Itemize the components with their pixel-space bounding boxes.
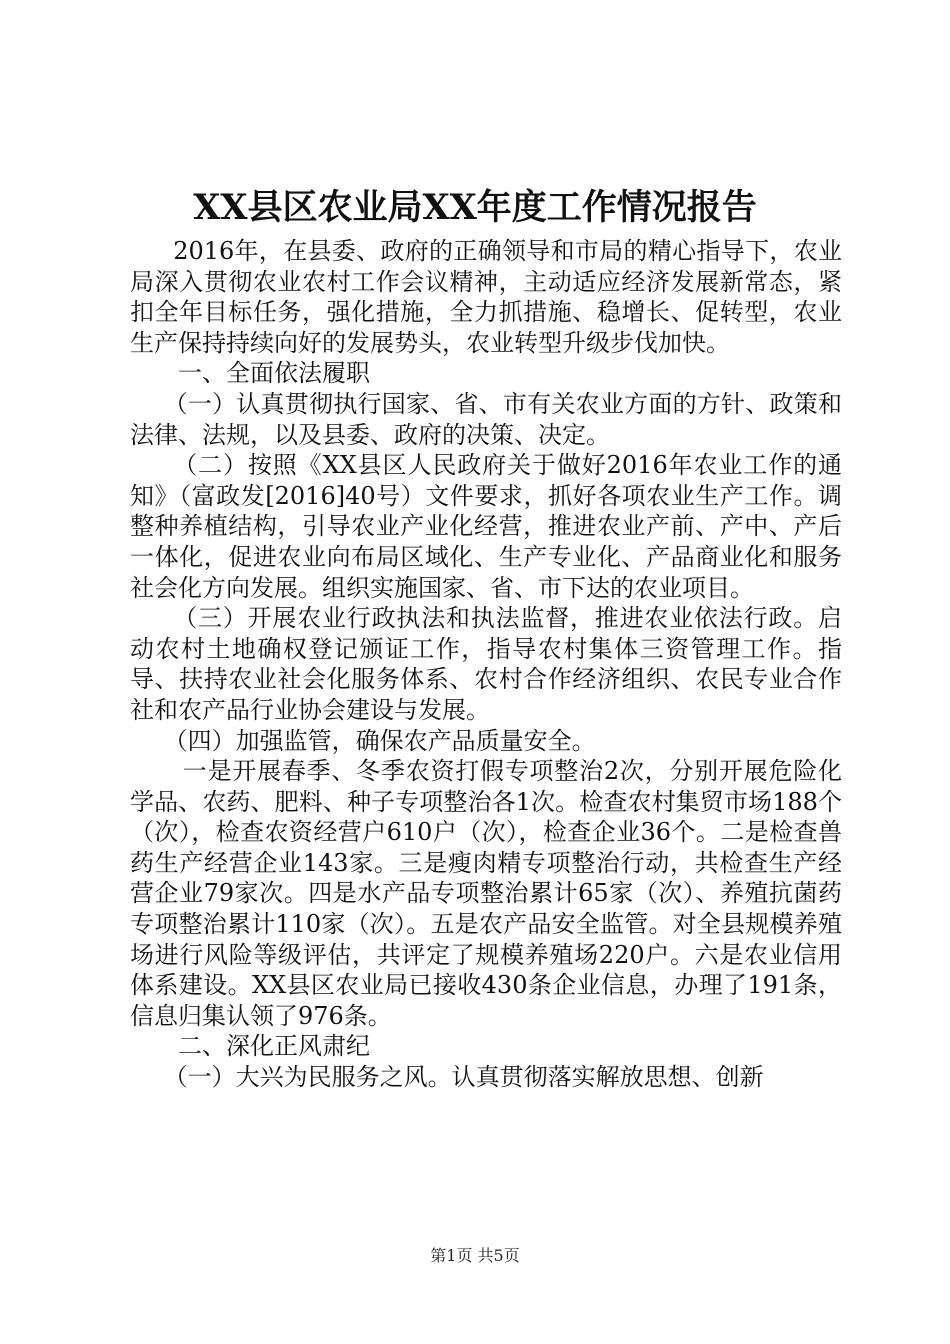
section-heading-1: 一、全面依法履职: [178, 359, 370, 388]
paragraph-item-2: （二）按照《XX县区人民政府关于做好2016年农业工作的通知》（富政发[2016]40号）文件要求，抓好各项农业生产工作。调整种养植结构，引导农业产业化经营，推进农业产前、产中、产后一体化，促进农业向布局区域化、生产专业化、产品商业化和服务社会化方向发展。组织实施国家、省、市下达的农业项目。: [130, 451, 842, 602]
page-indicator: 第1页 共5页: [430, 1246, 520, 1265]
paragraph-intro: 2016年，在县委、政府的正确领导和市局的精心指导下，农业局深入贯彻农业农村工作会议精神，主动适应经济发展新常态，紧扣全年目标任务，强化措施，全力抓措施、稳增长、促转型，农业生产保持持续向好的发展势头，农业转型升级步伐加快。: [130, 237, 842, 357]
paragraph-item-4: （四）加强监管，确保农产品质量安全。: [163, 726, 596, 755]
paragraph-item-1: （一）认真贯彻执行国家、省、市有关农业方面的方针、政策和法律、法规，以及县委、政府的决策、决定。: [130, 389, 842, 449]
paragraph-item-3: （三）开展农业行政执法和执法监督，推进农业依法行政。启动农村土地确权登记颁证工作，指导农村集体三资管理工作。指导、扶持农业社会化服务体系、农村合作经济组织、农民专业合作社和农产品行业协会建设与发展。: [130, 604, 842, 724]
section-heading-2: 二、深化正风肃纪: [178, 1032, 370, 1061]
paragraph-details: 一是开展春季、冬季农资打假专项整治2次，分别开展危险化学品、农药、肥料、种子专项整治各1次。检查农村集贸市场188个（次），检查农资经营户610户（次），检查企业36个。二是检查兽药生产经营企业143家。三是瘦肉精专项整治行动，共检查生产经营企业79家次。四是水产品专项整治累计65家（次）、养殖抗菌药专项整治累计110家（次）。五是农产品安全监管。对全县规模养殖场进行风险等级评估，共评定了规模养殖场220户。六是农业信用体系建设。XX县区农业局已接收430条企业信息，办理了191条，信息归集认领了976条。: [130, 757, 842, 1030]
document-title: XX县区农业局XX年度工作情况报告: [193, 187, 757, 228]
document-body: [130, 236, 842, 1093]
paragraph-item-5: （一）大兴为民服务之风。认真贯彻落实解放思想、创新: [163, 1063, 764, 1092]
